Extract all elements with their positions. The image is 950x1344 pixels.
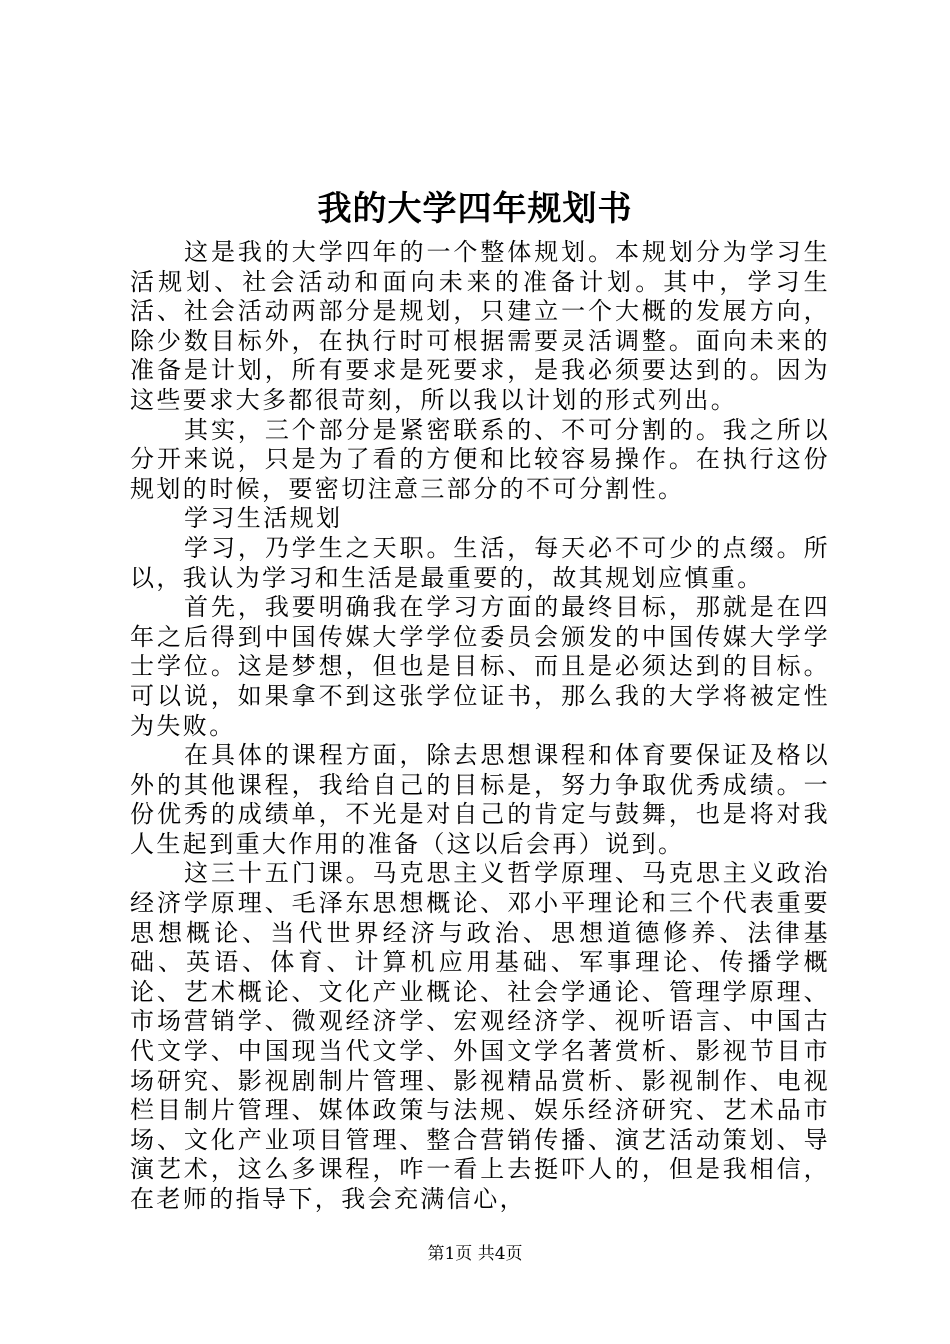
paragraph-intro: 这是我的大学四年的一个整体规划。本规划分为学习生活规划、社会活动和面向未来的准备计划。其中，学习生活、社会活动两部分是规划，只建立一个大概的发展方向，除少数目标外，在执行时可根据需要灵活调整。面向未来的准备是计划，所有要求是死要求，是我必须要达到的。因为这些要求大多都很苛刻，所以我以计划的形式列出。 bbox=[130, 238, 830, 414]
page-footer: 第1页 共4页 bbox=[427, 1244, 523, 1264]
paragraph-course-list: 这三十五门课。马克思主义哲学原理、马克思主义政治经济学原理、毛泽东思想概论、邓小平理论和三个代表重要思想概论、当代世界经济与政治、思想道德修养、法律基础、英语、体育、计算机应用基础、军事理论、传播学概论、艺术概论、文化产业概论、社会学通论、管理学原理、市场营销学、微观经济学、宏观经济学、视听语言、中国古代文学、中国现当代文学、外国文学名著赏析、影视节目市场研究、影视剧制片管理、影视精品赏析、影视制作、电视栏目制片管理、媒体政策与法规、娱乐经济研究、艺术品市场、文化产业项目管理、整合营销传播、演艺活动策划、导演艺术，这么多课程，咋一看上去挺吓人的，但是我相信，在老师的指导下，我会充满信心， bbox=[130, 859, 830, 1213]
document-title: 我的大学四年规划书 bbox=[317, 189, 633, 229]
paragraph-course-goal: 在具体的课程方面，除去思想课程和体育要保证及格以外的其他课程，我给自己的目标是，努力争取优秀成绩。一份优秀的成绩单，不光是对自己的肯定与鼓舞，也是将对我人生起到重大作用的准备（这以后会再）说到。 bbox=[130, 741, 830, 858]
paragraph-degree-goal: 首先，我要明确我在学习方面的最终目标，那就是在四年之后得到中国传媒大学学位委员会颁发的中国传媒大学学士学位。这是梦想，但也是目标、而且是必须达到的目标。可以说，如果拿不到这张学位证书，那么我的大学将被定性为失败。 bbox=[130, 593, 830, 740]
paragraph-study-duty: 学习，乃学生之天职。生活，每天必不可少的点缀。所以，我认为学习和生活是最重要的，故其规划应慎重。 bbox=[130, 533, 830, 592]
paragraph-relation: 其实，三个部分是紧密联系的、不可分割的。我之所以分开来说，只是为了看的方便和比较容易操作。在执行这份规划的时候，要密切注意三部分的不可分割性。 bbox=[130, 415, 830, 503]
document-body bbox=[130, 238, 830, 1215]
section-heading-study-life: 学习生活规划 bbox=[184, 504, 343, 533]
